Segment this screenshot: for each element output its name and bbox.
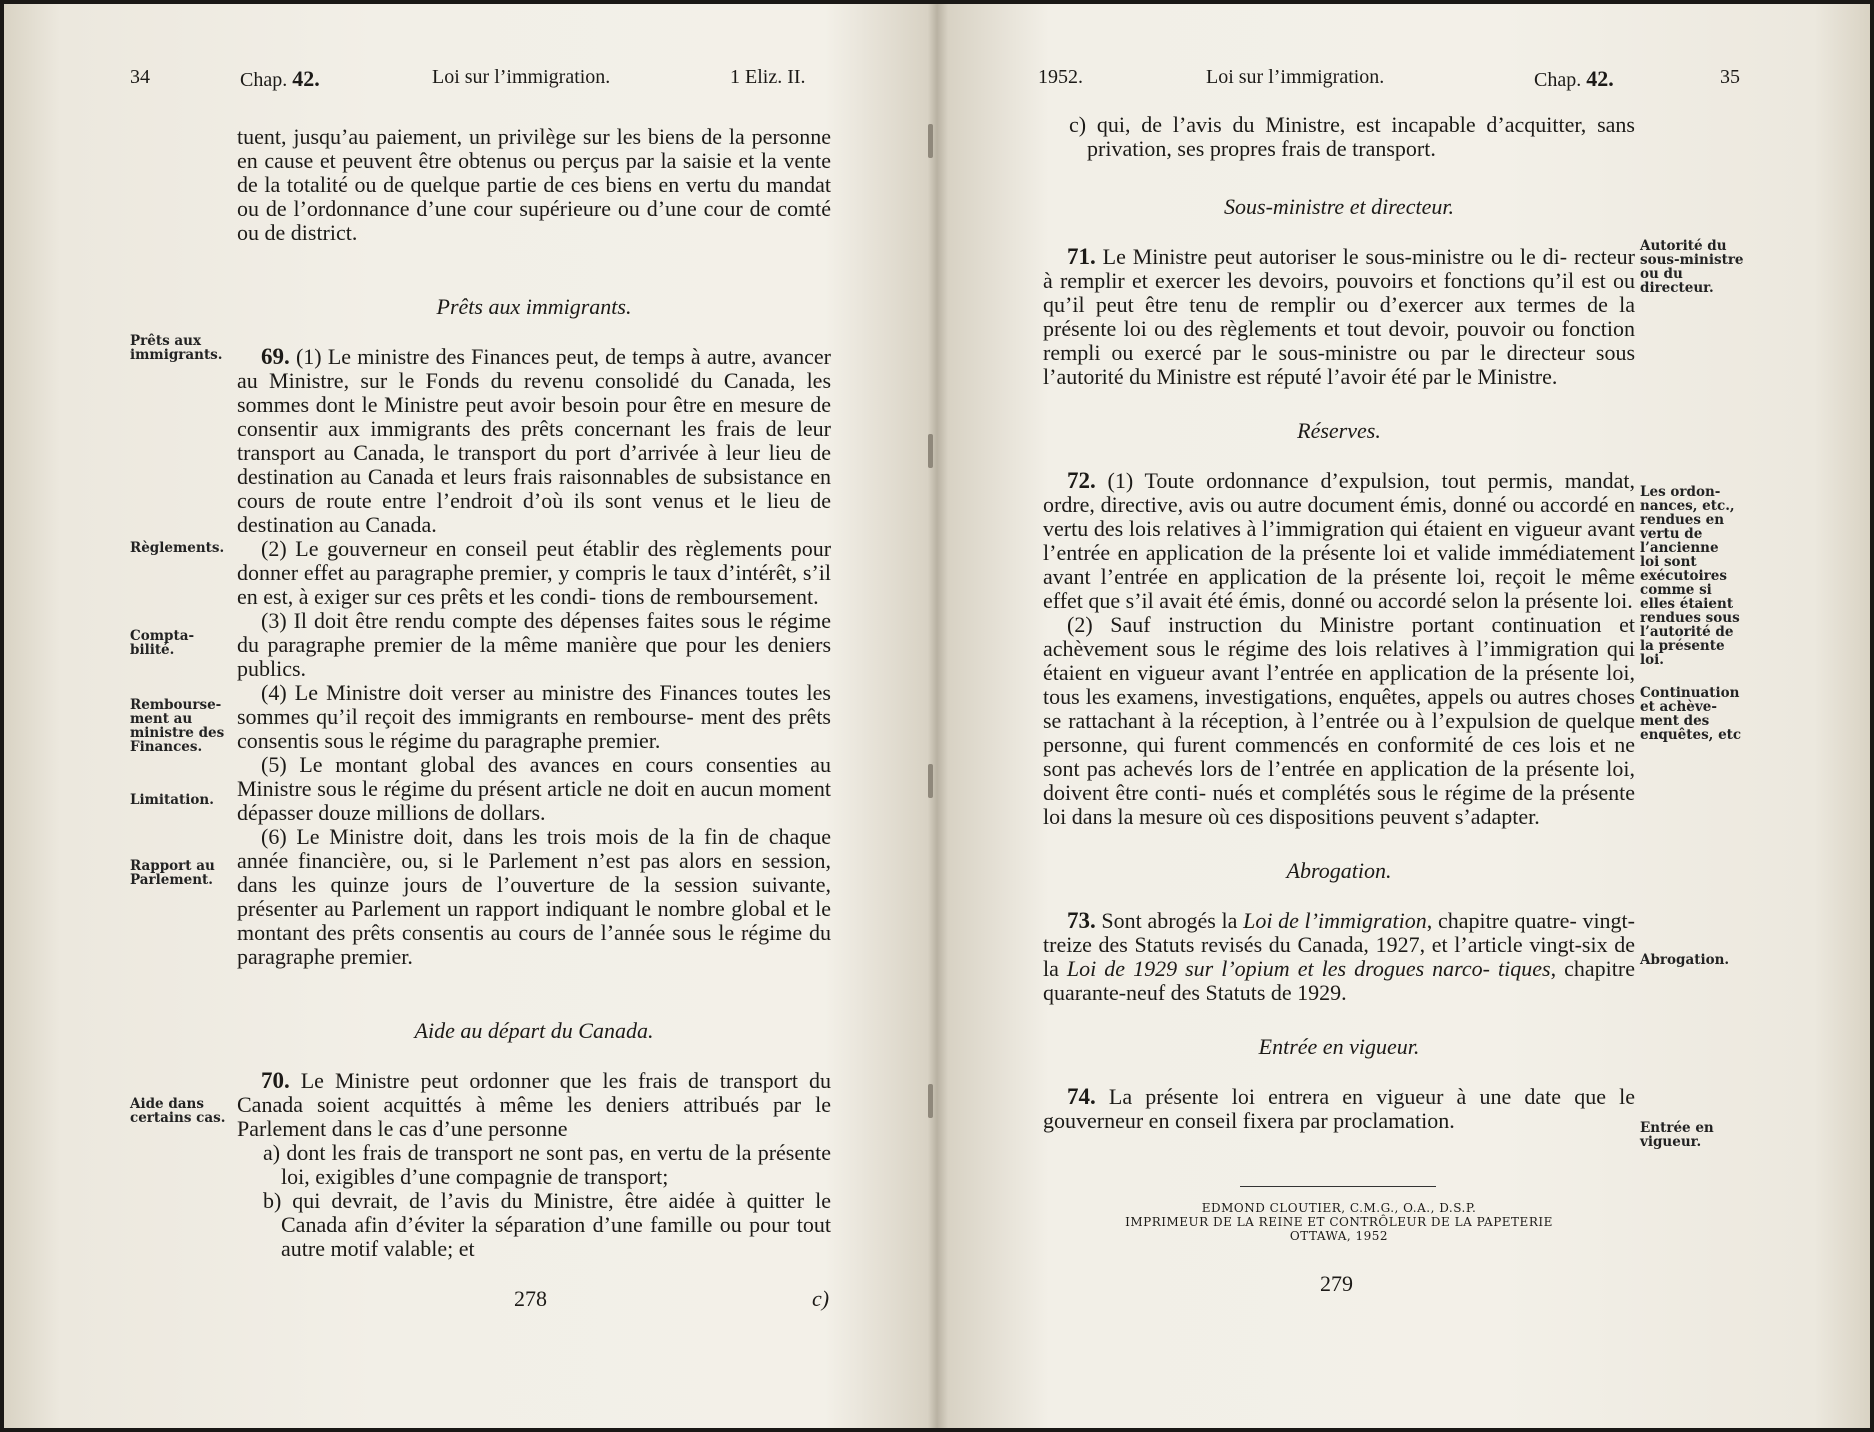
heading-aide-au-depart: Aide au départ du Canada. <box>414 1018 654 1043</box>
section-69-3: (3) Il doit être rendu compte des dépenses faites sous le régime du paragraphe premier de la même manière que pour les deniers publics. <box>237 608 832 681</box>
heading-entree-en-vigueur: Entrée en vigueur. <box>1258 1034 1420 1059</box>
section-69-1: 69. (1) Le ministre des Finances peut, de temps à autre, avancer au Ministre, sur le Fonds du revenu consolidé du Canada, les sommes dont le Ministre peut avoir besoin pour être en mesure de consentir aux immigrants des prêts concernant les frais de leur transport au Canada, le transport du port d’arrivée à leur lieu de destination au Canada et leurs frais raisonnables de subsistance en cours de route entre l’endroit d’où ils sont venus et le lieu de destination au Canada. <box>237 344 832 537</box>
left-page <box>4 4 934 1428</box>
heading-sous-ministre: Sous-ministre et directeur. <box>1224 194 1454 219</box>
heading-reserves: Réserves. <box>1297 418 1381 443</box>
heading-abrogation: Abrogation. <box>1286 858 1392 883</box>
section-number-71: 71. <box>1067 244 1096 269</box>
page-number-bottom: 279 <box>1320 1271 1353 1296</box>
section-72-1: 72. (1) Toute ordonnance d’expulsion, tout permis, mandat, ordre, directive, avis ou autre document émis, donné ou accordé en vertu des lois relatives à l’immigration qui étaient en vigueur avant l’entrée en application de la présente loi et valide immédiatement avant l’entrée en application de la présente loi, reçoit le même effet que s’il avait été émis, donné ou accordé selon la présente loi. <box>1043 468 1636 613</box>
regnal-year: 1 Eliz. II. <box>730 66 806 88</box>
section-69-5: (5) Le montant global des avances en cours consenties au Ministre sous le régime du présent article ne doit en aucun moment dépasser douze millions de dollars. <box>237 752 832 825</box>
divider-rule <box>1240 1186 1436 1187</box>
section-72-2: (2) Sauf instruction du Ministre portant continuation et achèvement sous le régime des lois relatives à l’immigration qui étaient en vigueur avant l’entrée en application de la présente loi, tous les examens, investigations, enquêtes, appels ou autres choses se rattachant à la réception, à l’entrée ou à l’expulsion de quelque personne, qui furent commencés en conformité de ces lois et ne sont pas achevés lors de l’entrée en application de la présente loi, doivent être conti- nués et complétés sous le régime de la présente loi dans la mesure où ces dispositions peuvent s’adapter. <box>1043 612 1636 829</box>
left-page-text <box>237 125 831 1261</box>
section-71: 71. Le Ministre peut autoriser le sous-ministre ou le di- recteur à remplir et exercer les devoirs, pouvoirs et fonctions qu’il est ou qu’il peut être tenu de remplir ou d’exercer aux termes de la présente loi ou des règlements et tout devoir, pouvoir ou fonction rempli ou exercé par le sous-ministre ou par le directeur sous l’autorité du Ministre est réputé l’avoir été par le Ministre. <box>1043 244 1636 389</box>
margin-note-limitation: Limitation. <box>130 792 214 808</box>
right-page <box>940 4 1870 1428</box>
catchword: c) <box>812 1286 830 1311</box>
section-74: 74. La présente loi entrera en vigueur à une date que le gouverneur en conseil fixera par proclamation. <box>1043 1084 1636 1133</box>
book-spread <box>4 4 1870 1428</box>
page-number-bottom: 278 <box>514 1286 547 1311</box>
section-70-a: a) dont les frais de transport ne sont pas, en vertu de la présente loi, exigibles d’une compagnie de transport; <box>263 1140 832 1189</box>
margin-note-comptabilite: Compta- bilité. <box>130 628 195 658</box>
margin-note-aide: Aide dans certains cas. <box>130 1096 226 1126</box>
heading-prets-aux-immigrants: Prêts aux immigrants. <box>436 294 632 319</box>
margin-note-autorite: Autorité du sous-ministre ou du directeur. <box>1640 238 1744 296</box>
right-page-text <box>1043 113 1635 1133</box>
chapter-label: Chap. 42. <box>1534 66 1614 91</box>
margin-note-reglements: Règlements. <box>130 540 225 556</box>
section-number-70: 70. <box>261 1068 290 1093</box>
page-number-top: 34 <box>130 66 150 88</box>
margin-note-continuation: Continuation et achève- ment des enquêtes, etc <box>1640 685 1742 743</box>
margin-note-prets: Prêts aux immigrants. <box>130 333 223 363</box>
section-number-69: 69. <box>261 344 290 369</box>
section-number-74: 74. <box>1067 1084 1096 1109</box>
margin-note-abrogation: Abrogation. <box>1640 952 1730 968</box>
section-70: 70. Le Ministre peut ordonner que les frais de transport du Canada soient acquittés à même les deniers attribués par le Parlement dans le cas d’une personne <box>237 1068 832 1141</box>
margin-note-ordonnances: Les ordon- nances, etc., rendues en vertu de l’ancienne loi sont exécutoires comme si elles étaient rendues sous l’autorité de la présente loi. <box>1640 484 1740 668</box>
section-69-2: (2) Le gouverneur en conseil peut établir des règlements pour donner effet au paragraphe premier, y compris le taux d’intérêt, s’il en est, à exiger sur ces prêts et les condi- tions de remboursement. <box>237 536 832 609</box>
section-70-b: b) qui devrait, de l’avis du Ministre, être aidée à quitter le Canada afin d’éviter la séparation d’une famille ou pour tout autre motif valable; et <box>263 1188 831 1261</box>
continued-paragraph: tuent, jusqu’au paiement, un privilège sur les biens de la personne en cause et peuvent être obtenus ou perçus par la saisie et la vente de la totalité ou de quelque partie de ces biens en vertu du mandat ou de l’ordonnance d’une cour supérieure ou d’une cour de comté ou de district. <box>237 124 831 245</box>
section-69-4: (4) Le Ministre doit verser au ministre des Finances toutes les sommes qu’il reçoit des immigrants en rembourse- ment des prêts consentis sous le régime du paragraphe premier. <box>237 680 831 753</box>
section-69-6: (6) Le Ministre doit, dans les trois mois de la fin de chaque année financière, ou, si le Parlement n’est pas alors en session, dans les quinze jours de l’ouverture de la session suivante, présenter au Parlement un rapport indiquant le nombre global et le montant des prêts consentis au cours de l’année sous le régime du paragraphe premier. <box>237 824 832 969</box>
margin-note-remboursement: Rembourse- ment au ministre des Finances. <box>130 697 225 755</box>
running-title: Loi sur l’immigration. <box>1206 66 1385 88</box>
chapter-label: Chap. 42. <box>240 66 320 91</box>
margin-note-entree: Entrée en vigueur. <box>1640 1120 1714 1150</box>
page-number-top: 35 <box>1720 66 1740 88</box>
year-label: 1952. <box>1038 66 1083 88</box>
section-number-72: 72. <box>1067 468 1096 493</box>
printer-imprint: EDMOND CLOUTIER, C.M.G., O.A., D.S.P. IMPRIMEUR DE LA REINE ET CONTRÔLEUR DE LA PAPETERIE OTTAWA, 1952 <box>1125 1201 1553 1243</box>
margin-note-rapport: Rapport au Parlement. <box>130 858 215 888</box>
section-number-73: 73. <box>1067 908 1096 933</box>
section-70-c: c) qui, de l’avis du Ministre, est incapable d’acquitter, sans privation, ses propres frais de transport. <box>1069 112 1635 161</box>
running-title: Loi sur l’immigration. <box>432 66 611 88</box>
section-73: 73. Sont abrogés la Loi de l’immigration, chapitre quatre- vingt-treize des Statuts revisés du Canada, 1927, et l’article vingt-six de la Loi de 1929 sur l’opium et les drogues narco- tiques, chapitre quarante-neuf des Statuts de 1929. <box>1043 908 1636 1005</box>
